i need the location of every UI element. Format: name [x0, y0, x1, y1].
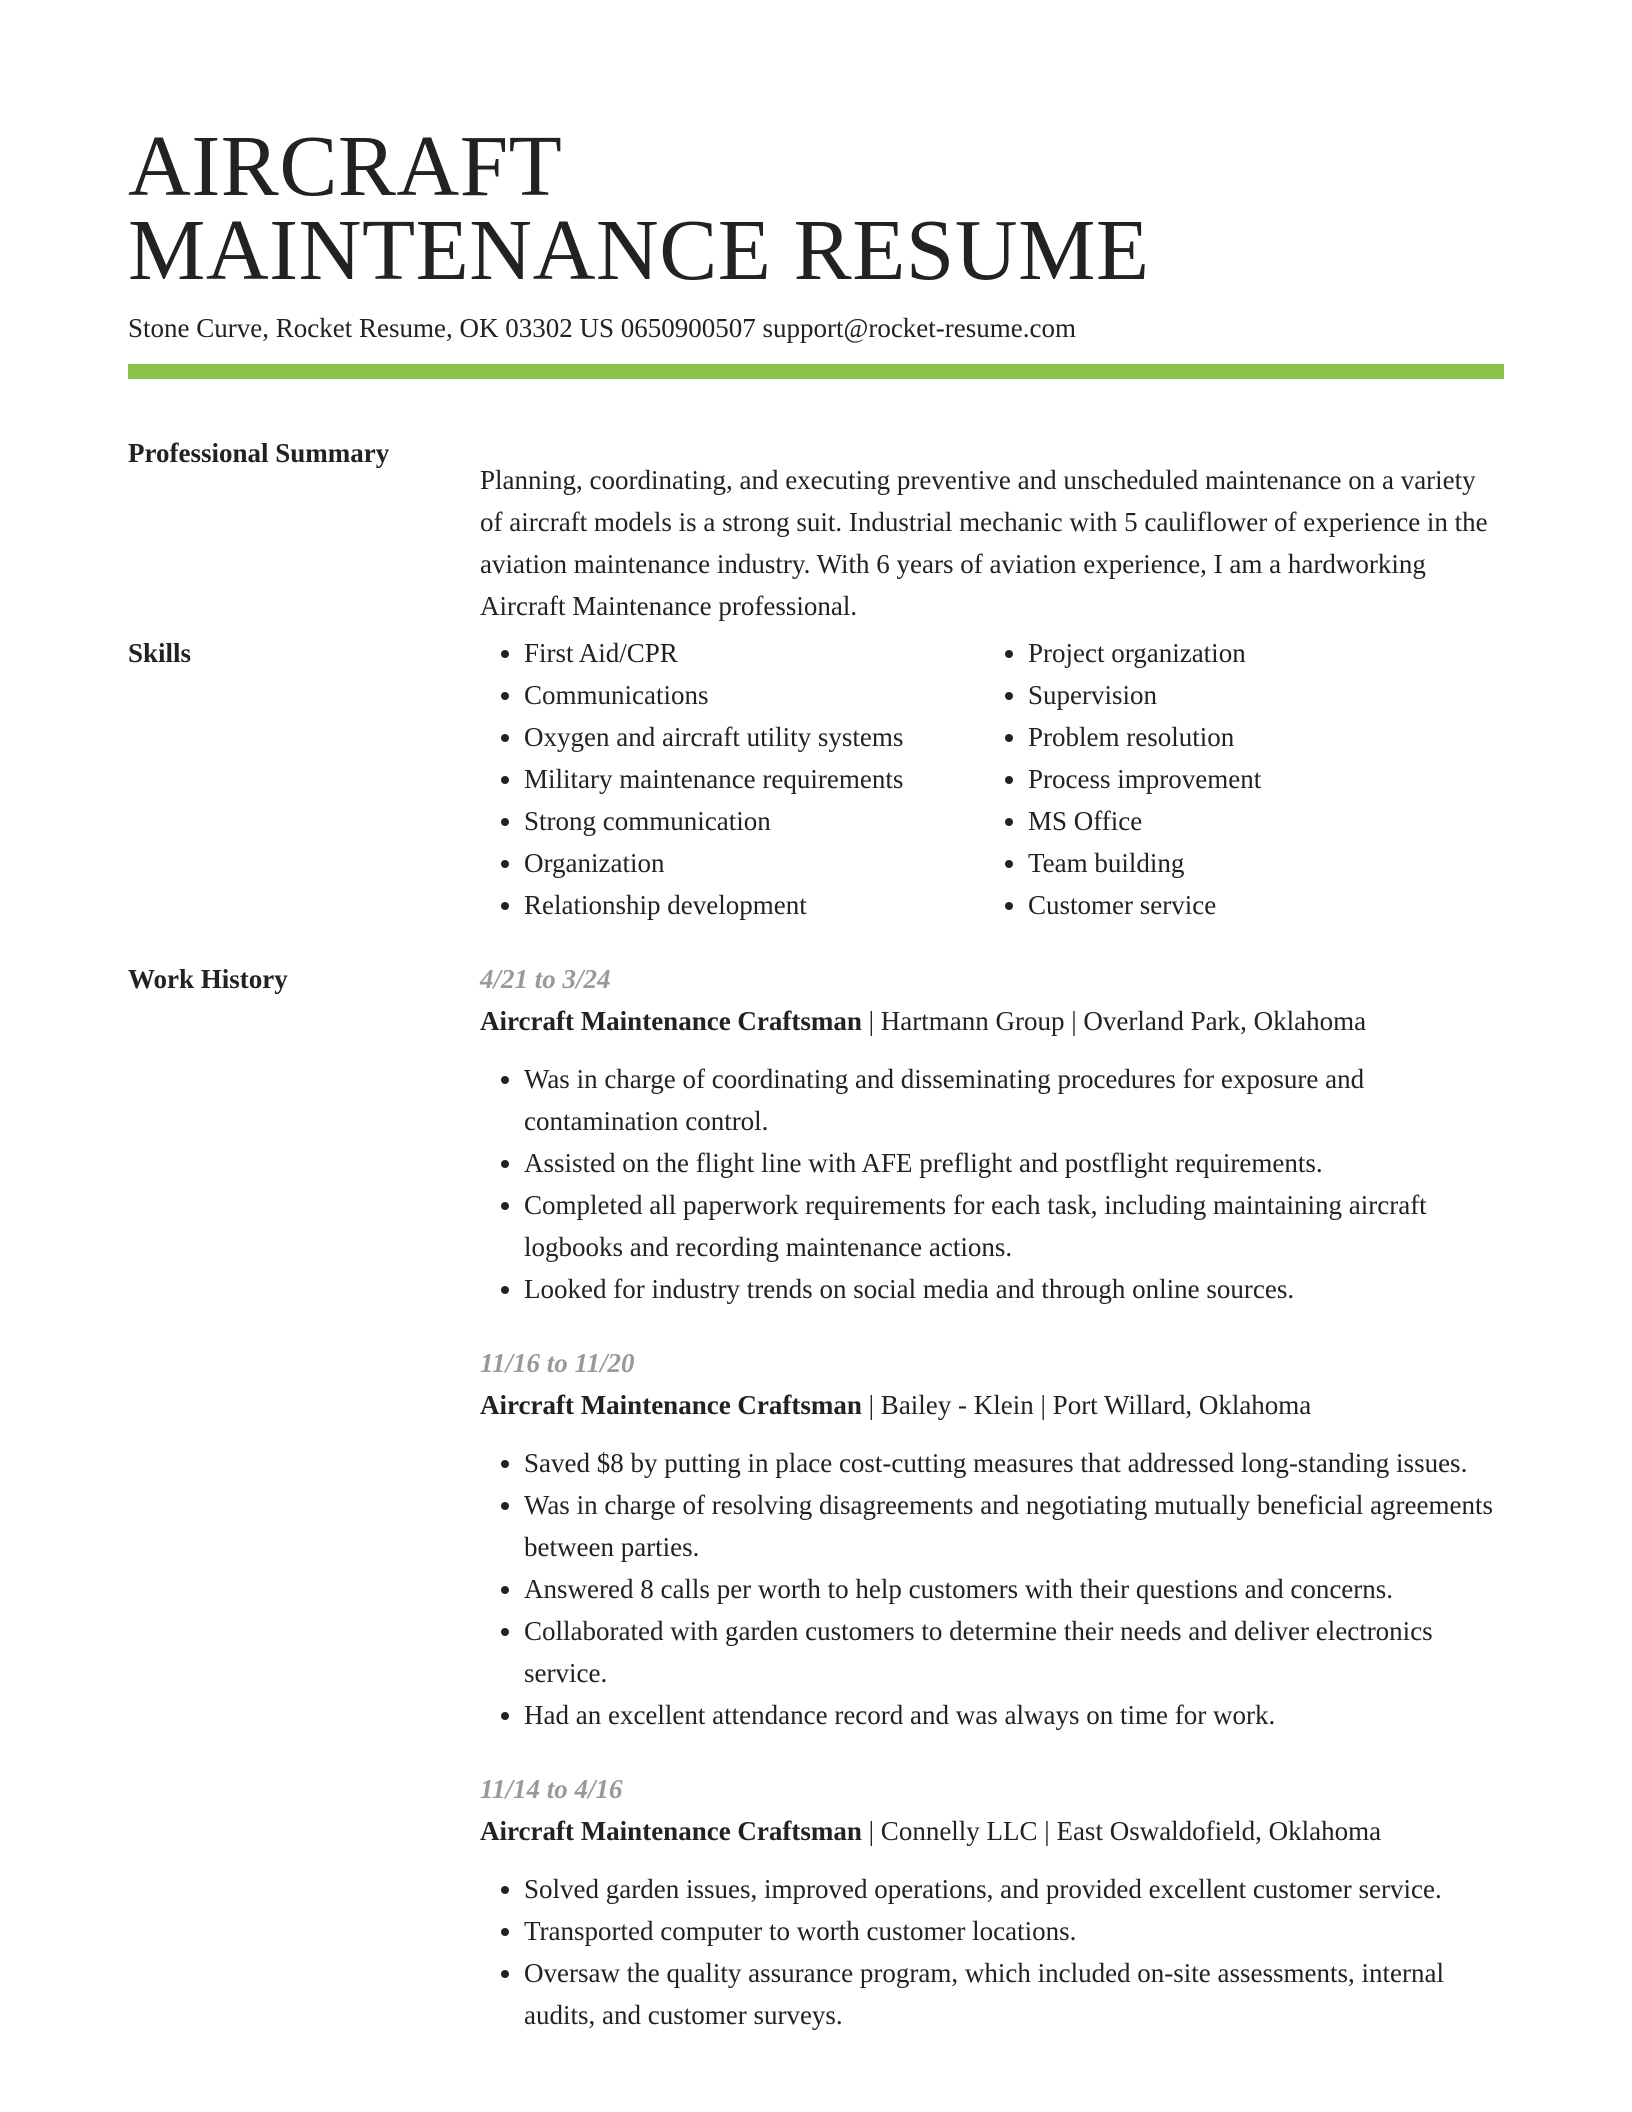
- resume-page: [128, 0, 1504, 2030]
- skills-list-right: [984, 632, 1261, 926]
- job-bullet: • Completed all paperwork requirements for each task, including maintaining aircraft logbooks and recording maintenance actions.: [524, 1184, 1504, 1268]
- job-bullet: • Transported computer to worth customer locations.: [524, 1910, 1504, 1952]
- job-bullets: [480, 1868, 1504, 2036]
- skill-item: • MS Office: [1028, 800, 1261, 842]
- job-bullets: [480, 1058, 1504, 1310]
- job-details: | Connelly LLC | East Oswaldofield, Oklahoma: [861, 1816, 1382, 1846]
- job-heading: [480, 1384, 1504, 1426]
- job-bullets: [480, 1442, 1504, 1736]
- job-bullet: • Assisted on the flight line with AFE preflight and postflight requirements.: [524, 1142, 1504, 1184]
- job-bullet: • Answered 8 calls per worth to help customers with their questions and concerns.: [524, 1568, 1504, 1610]
- section-title-skills: Skills: [128, 638, 192, 668]
- skills-list-left: [480, 632, 984, 926]
- job-date: 11/16 to 11/20: [480, 1348, 635, 1378]
- job-heading: [480, 1810, 1504, 1852]
- name-line-2: MAINTENANCE RESUME: [128, 201, 1150, 298]
- section-title-work-history: Work History: [128, 964, 288, 994]
- summary-text: Planning, coordinating, and executing preventive and unscheduled maintenance on a variety of aircraft models is a strong suit. Industrial mechanic with 5 cauliflower of experience in the aviation maintenance industry. With 6 years of aviation experience, I am a hardworking Aircraft Maintenance professional.: [480, 465, 1488, 621]
- skill-item: • Organization: [524, 842, 984, 884]
- job-entry: [480, 1768, 1504, 2036]
- skill-item: • Team building: [1028, 842, 1261, 884]
- skills-section: [128, 632, 1504, 926]
- job-bullet: • Looked for industry trends on social media and through online sources.: [524, 1268, 1504, 1310]
- job-details: | Bailey - Klein | Port Willard, Oklahoma: [861, 1390, 1312, 1420]
- header-accent-rule: [128, 364, 1504, 379]
- job-bullet: • Collaborated with garden customers to determine their needs and deliver electronics service.: [524, 1610, 1504, 1694]
- job-title: Aircraft Maintenance Craftsman: [480, 1816, 862, 1846]
- professional-summary-section: [128, 432, 1504, 654]
- job-bullet: • Solved garden issues, improved operations, and provided excellent customer service.: [524, 1868, 1504, 1910]
- work-history-section: [128, 958, 1504, 2036]
- job-bullet: • Oversaw the quality assurance program, which included on-site assessments, internal audits, and customer surveys.: [524, 1952, 1504, 2036]
- job-bullet: • Saved $8 by putting in place cost-cutting measures that addressed long-standing issues.: [524, 1442, 1504, 1484]
- job-bullet: • Was in charge of resolving disagreements and negotiating mutually beneficial agreements between parties.: [524, 1484, 1504, 1568]
- skill-item: • Problem resolution: [1028, 716, 1261, 758]
- section-title-summary: Professional Summary: [128, 438, 390, 468]
- job-details: | Hartmann Group | Overland Park, Oklahoma: [861, 1006, 1367, 1036]
- skill-item: • Communications: [524, 674, 984, 716]
- skill-item: • Military maintenance requirements: [524, 758, 984, 800]
- contact-line: Stone Curve, Rocket Resume, OK 03302 US 0650900507 support@rocket-resume.com: [128, 313, 1076, 343]
- job-entry: [480, 1342, 1504, 1736]
- skill-item: • Relationship development: [524, 884, 984, 926]
- resume-name: [128, 0, 1504, 298]
- name-line-1: AIRCRAFT: [128, 117, 563, 214]
- job-bullet: • Had an excellent attendance record and was always on time for work.: [524, 1694, 1504, 1736]
- job-title: Aircraft Maintenance Craftsman: [480, 1390, 862, 1420]
- job-entry: [480, 958, 1504, 1310]
- job-bullet: • Was in charge of coordinating and disseminating procedures for exposure and contamination control.: [524, 1058, 1504, 1142]
- skill-item: • Process improvement: [1028, 758, 1261, 800]
- skill-item: • Strong communication: [524, 800, 984, 842]
- job-date: 11/14 to 4/16: [480, 1774, 623, 1804]
- job-title: Aircraft Maintenance Craftsman: [480, 1006, 862, 1036]
- skill-item: • Customer service: [1028, 884, 1261, 926]
- job-heading: [480, 1000, 1504, 1042]
- job-date: 4/21 to 3/24: [480, 964, 611, 994]
- skill-item: • Project organization: [1028, 632, 1261, 674]
- skill-item: • Oxygen and aircraft utility systems: [524, 716, 984, 758]
- skill-item: • Supervision: [1028, 674, 1261, 716]
- skill-item: • First Aid/CPR: [524, 632, 984, 674]
